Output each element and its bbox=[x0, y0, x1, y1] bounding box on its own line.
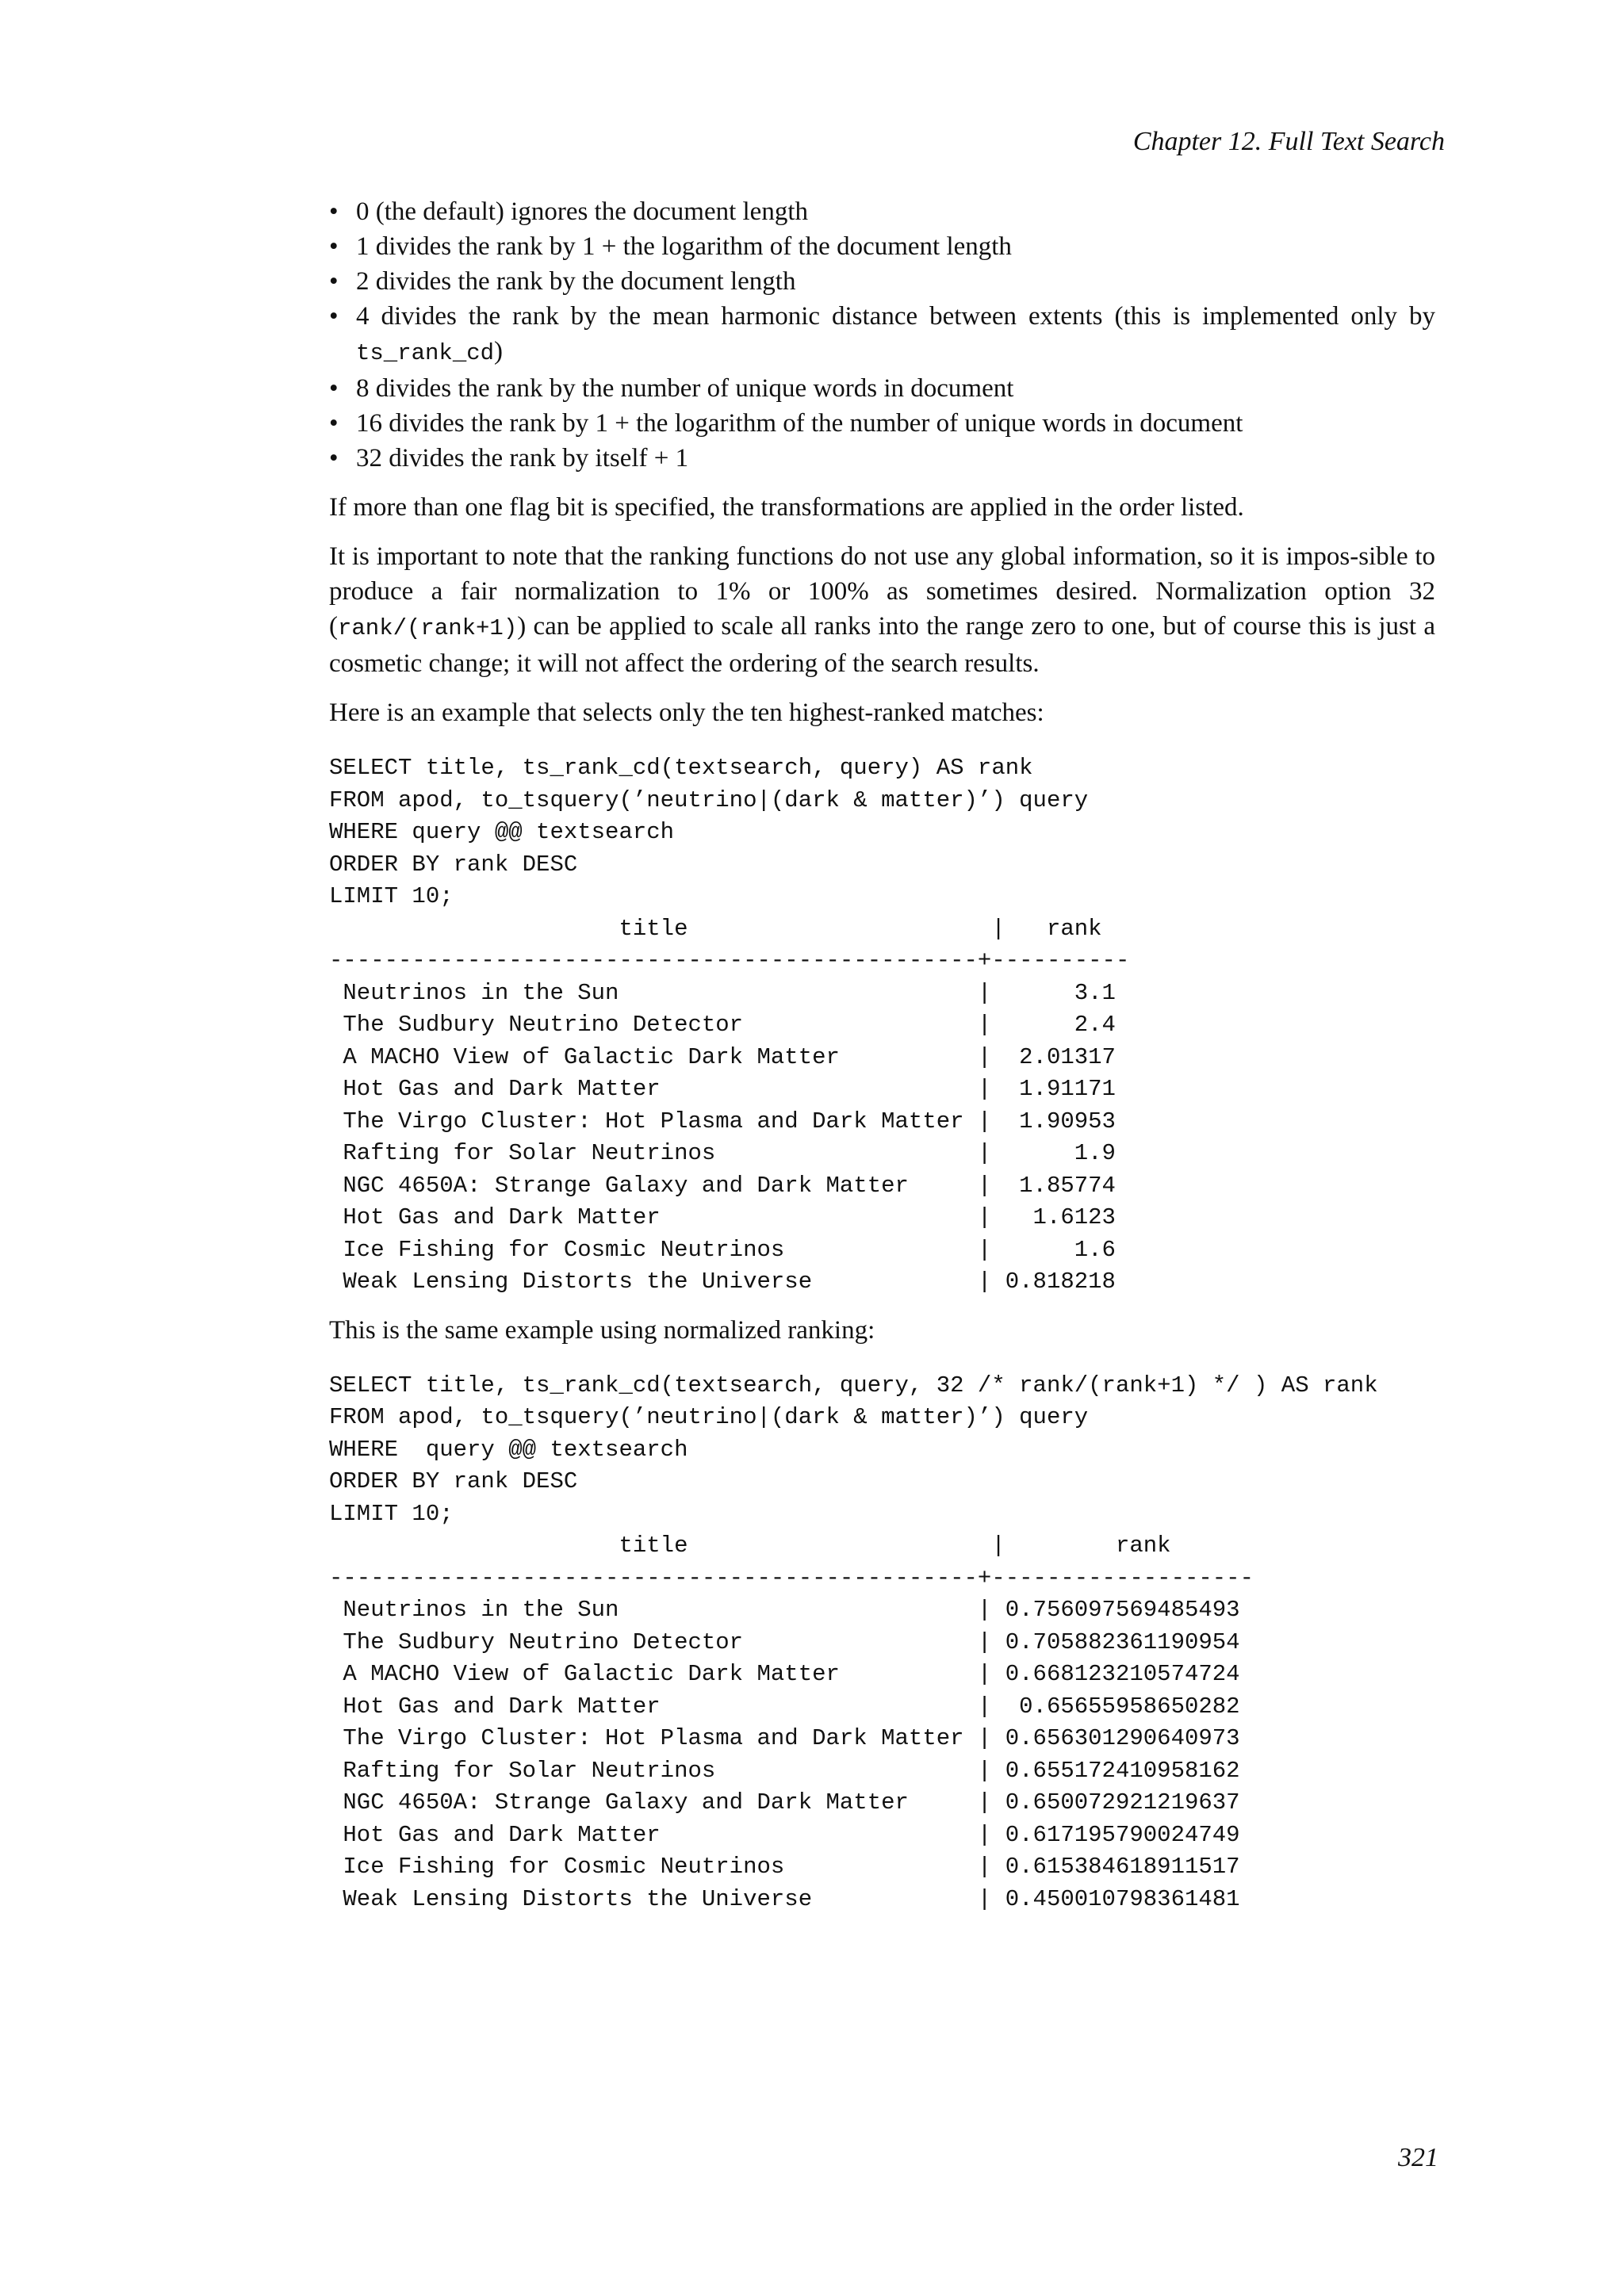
normalization-flag-list bbox=[329, 194, 1435, 476]
paragraph-normalized-intro: This is the same example using normalized ranking: bbox=[329, 1315, 875, 1345]
table-row: Ice Fishing for Cosmic Neutrinos | 0.615384618911517 bbox=[329, 1854, 1240, 1880]
list-item: • 2 divides the rank by the document length bbox=[329, 264, 1435, 299]
page-content bbox=[329, 194, 1435, 1915]
table-row: Hot Gas and Dark Matter | 0.617195790024749 bbox=[329, 1821, 1240, 1848]
table-row: Ice Fishing for Cosmic Neutrinos | 1.6 bbox=[329, 1236, 1116, 1263]
table-row: Weak Lensing Distorts the Universe | 0.818218 bbox=[329, 1269, 1116, 1295]
table-row: A MACHO View of Galactic Dark Matter | 2.01317 bbox=[329, 1043, 1116, 1070]
table-row: Hot Gas and Dark Matter | 0.65655958650282 bbox=[329, 1693, 1240, 1720]
list-item: • 4 divides the rank by the mean harmonic distance between extents (this is implemented only by ts_rank_cd) bbox=[329, 299, 1435, 371]
table-row: NGC 4650A: Strange Galaxy and Dark Matter | 0.650072921219637 bbox=[329, 1789, 1240, 1816]
list-item: • 16 divides the rank by 1 + the logarithm of the number of unique words in document bbox=[329, 406, 1435, 441]
code-block-example-1: SELECT title, ts_rank_cd(textsearch, query) AS rank FROM apod, to_tsquery(’neutrino|(dark & matter)’) query WHERE query @@ textsearch ORDER BY rank DESC LIMIT 10; title | rank -----------------------------------------------+---------- Neutrinos in the Sun | 3.1 The Sudbury Neutrino Detector | 2.4 A MACHO View of Galactic Dark Matter | 2.01317 Hot Gas and Dark Matter | 1.91171 The Virgo Cluster: Hot Plasma and Dark Matter | 1.90953 Rafting for Solar Neutrinos | 1.9 NGC 4650A: Strange Galaxy and Dark Matter | 1.85774 Hot Gas and Dark Matter | 1.6123 Ice Fishing for Cosmic Neutrinos | 1.6 Weak Lensing Distorts the Universe | 0.818218 bbox=[329, 755, 1130, 1295]
table-row: Rafting for Solar Neutrinos | 0.655172410958162 bbox=[329, 1757, 1240, 1784]
table-row: The Virgo Cluster: Hot Plasma and Dark Matter | 1.90953 bbox=[329, 1108, 1116, 1135]
code-block-example-2: SELECT title, ts_rank_cd(textsearch, query, 32 /* rank/(rank+1) */ ) AS rank FROM apod, to_tsquery(’neutrino|(dark & matter)’) query WHERE query @@ textsearch ORDER BY rank DESC LIMIT 10; title | rank -----------------------------------------------+------------------- Neutrinos in the Sun | 0.756097569485493 The Sudbury Neutrino Detector | 0.705882361190954 A MACHO View of Galactic Dark Matter | 0.668123210574724 Hot Gas and Dark Matter | 0.65655958650282 The Virgo Cluster: Hot Plasma and Dark Matter | 0.656301290640973 Rafting for Solar Neutrinos | 0.655172410958162 NGC 4650A: Strange Galaxy and Dark Matter | 0.650072921219637 Hot Gas and Dark Matter | 0.617195790024749 Ice Fishing for Cosmic Neutrinos | 0.615384618911517 Weak Lensing Distorts the Universe | 0.450010798361481 bbox=[329, 1372, 1378, 1912]
paragraph-normalization-note: It is important to note that the ranking functions do not use any global information, so it is impos-sible to produce a fair normalization to 1% or 100% as sometimes desired. Normalization option 32 (rank/(rank+1)) can be applied to scale all ranks into the range zero to one, but of course this is just a cosmetic change; it will not affect the ordering of the search results. bbox=[329, 542, 1435, 678]
table-row: Neutrinos in the Sun | 3.1 bbox=[329, 979, 1116, 1006]
running-header: Chapter 12. Full Text Search bbox=[1132, 127, 1445, 156]
list-item: • 32 divides the rank by itself + 1 bbox=[329, 441, 1435, 476]
table-row: A MACHO View of Galactic Dark Matter | 0.668123210574724 bbox=[329, 1661, 1240, 1687]
inline-code: rank/(rank+1) bbox=[338, 615, 518, 641]
paragraph-flag-order: If more than one flag bit is specified, the transformations are applied in the order listed. bbox=[329, 493, 1244, 522]
page-number: 321 bbox=[1398, 2143, 1438, 2172]
paragraph-example-intro: Here is an example that selects only the ten highest-ranked matches: bbox=[329, 698, 1044, 727]
table-row: Neutrinos in the Sun | 0.756097569485493 bbox=[329, 1597, 1240, 1623]
table-row: Hot Gas and Dark Matter | 1.91171 bbox=[329, 1076, 1116, 1102]
table-row: Rafting for Solar Neutrinos | 1.9 bbox=[329, 1140, 1116, 1166]
table-row: NGC 4650A: Strange Galaxy and Dark Matter | 1.85774 bbox=[329, 1172, 1116, 1199]
table-row: The Sudbury Neutrino Detector | 0.705882361190954 bbox=[329, 1628, 1240, 1655]
inline-code: ts_rank_cd bbox=[356, 340, 495, 366]
table-row: The Virgo Cluster: Hot Plasma and Dark Matter | 0.656301290640973 bbox=[329, 1725, 1240, 1751]
list-item: • 8 divides the rank by the number of unique words in document bbox=[329, 371, 1435, 406]
table-row: Hot Gas and Dark Matter | 1.6123 bbox=[329, 1204, 1116, 1230]
table-row: The Sudbury Neutrino Detector | 2.4 bbox=[329, 1012, 1116, 1038]
list-item: • 1 divides the rank by 1 + the logarithm of the document length bbox=[329, 229, 1435, 264]
table-row: Weak Lensing Distorts the Universe | 0.450010798361481 bbox=[329, 1885, 1240, 1912]
list-item: • 0 (the default) ignores the document length bbox=[329, 194, 1435, 229]
